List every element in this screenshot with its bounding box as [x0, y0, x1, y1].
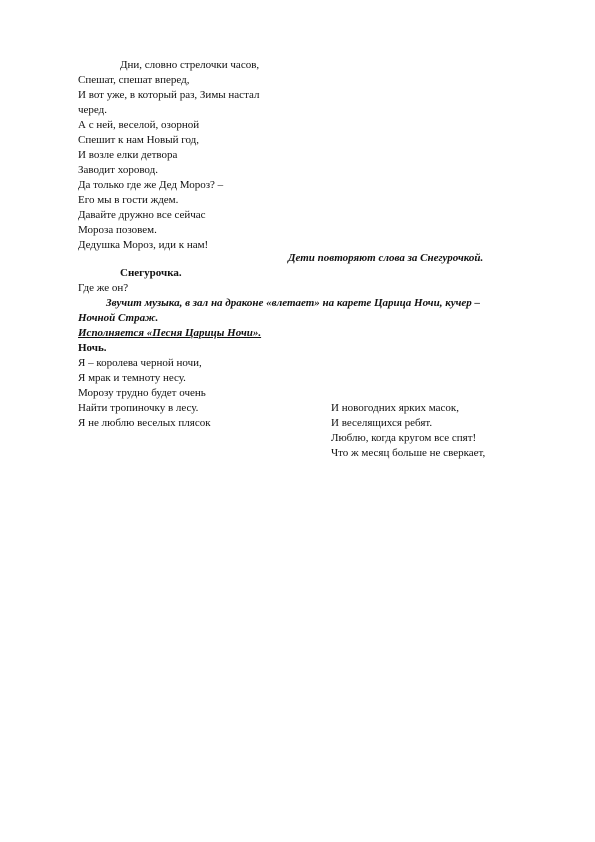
poem-line: Заводит хоровод.: [78, 164, 158, 176]
song-line: Люблю, когда кругом все спят!: [331, 432, 477, 444]
poem-line: И вот уже, в который раз, Зимы настал: [78, 89, 260, 101]
song-line: И новогодних ярких масок,: [331, 402, 460, 414]
stage-direction: Звучит музыка, в зал на драконе «влетает» на карете Царица Ночи, кучер –: [106, 297, 481, 309]
song-line: Что ж месяц больше не сверкает,: [331, 447, 486, 459]
poem-line: черед.: [78, 104, 107, 116]
poem-line: Дедушка Мороз, иди к нам!: [78, 239, 209, 251]
song-line: Я не люблю веселых плясок: [78, 417, 211, 429]
poem-line: Его мы в гости ждем.: [78, 194, 179, 206]
speaker-name: Снегурочка.: [120, 267, 182, 279]
poem-line: А с ней, веселой, озорной: [78, 119, 200, 131]
song-line: И веселящихся ребят.: [331, 417, 433, 429]
poem-line: Да только где же Дед Мороз? –: [78, 179, 224, 191]
poem-line: Давайте дружно все сейчас: [78, 209, 206, 221]
poem-line: Спешат, спешат вперед,: [78, 74, 190, 86]
song-line: Я – королева черной ночи,: [78, 357, 202, 369]
stage-direction: Ночной Страж.: [78, 312, 159, 324]
song-line: Я мрак и темноту несу.: [78, 372, 186, 384]
speech-line: Где же он?: [78, 282, 129, 294]
poem-line: Мороза позовем.: [78, 224, 157, 236]
stage-direction: Дети повторяют слова за Снегурочкой.: [288, 252, 484, 264]
song-line: Морозу трудно будет очень: [78, 387, 206, 399]
song-title: Исполняется «Песня Царицы Ночи».: [78, 327, 262, 339]
poem-line: И возле елки детвора: [78, 149, 178, 161]
poem-line: Спешит к нам Новый год,: [78, 134, 200, 146]
poem-line: Дни, словно стрелочки часов,: [120, 59, 260, 71]
speaker-name: Ночь.: [78, 342, 107, 354]
song-line: Найти тропиночку в лесу.: [78, 402, 199, 414]
